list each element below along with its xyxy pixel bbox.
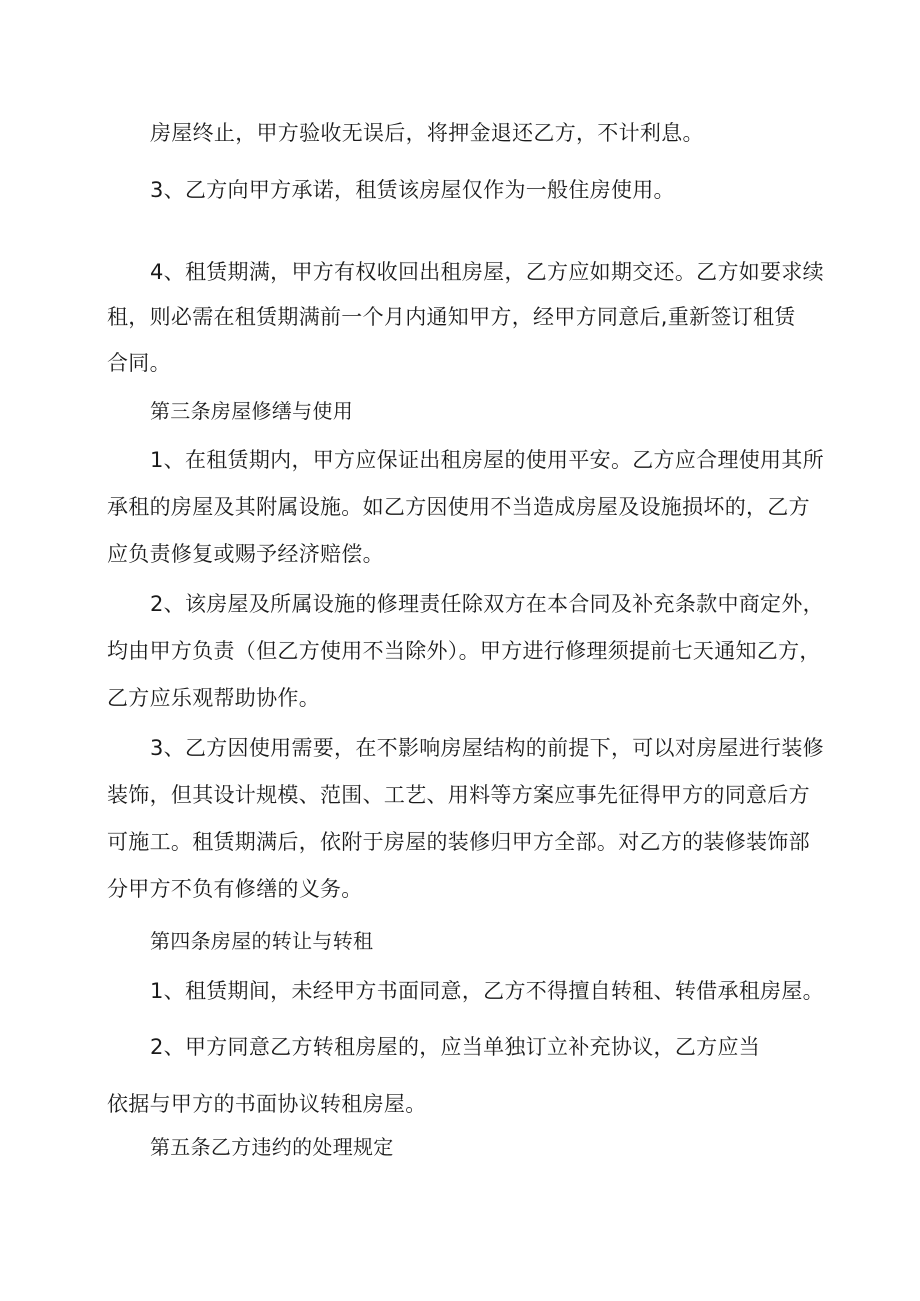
paragraph-line: 3、乙方向甲方承诺，租赁该房屋仅作为一般住房使用。 [150,178,675,202]
paragraph-line: 租，则必需在租赁期满前一个月内通知甲方，经甲方同意后,重新签订租赁 [107,305,796,329]
paragraph-line: 2、该房屋及所属设施的修理责任除双方在本合同及补充条款中商定外， [150,592,824,616]
paragraph-line: 装饰，但其设计规模、范围、工艺、用料等方案应事先征得甲方的同意后方 [107,783,810,807]
paragraph-line: 4、租赁期满，甲方有权收回出租房屋，乙方应如期交还。乙方如要求续 [150,260,824,284]
paragraph-line: 1、租赁期间，未经甲方书面同意，乙方不得擅自转租、转借承租房屋。 [150,979,824,1003]
paragraph-line: 乙方应乐观帮助协作。 [107,686,320,710]
paragraph-line: 合同。 [107,351,171,375]
section-heading: 第三条房屋修缮与使用 [150,399,353,423]
paragraph-line: 承租的房屋及其附属设施。如乙方因使用不当造成房屋及设施损坏的，乙方 [107,495,810,519]
paragraph-line: 均由甲方负责（但乙方使用不当除外）。甲方进行修理须提前七天通知乙方， [107,639,821,663]
paragraph-line: 分甲方不负有修缮的义务。 [107,877,363,901]
paragraph-line: 房屋终止，甲方验收无误后，将押金退还乙方，不计利息。 [150,121,704,145]
section-heading: 第四条房屋的转让与转租 [150,929,374,953]
paragraph-line: 应负责修复或赐予经济赔偿。 [107,542,384,566]
paragraph-line: 1、在租赁期内，甲方应保证出租房屋的使用平安。乙方应合理使用其所 [150,448,824,472]
paragraph-line: 依据与甲方的书面协议转租房屋。 [107,1092,427,1116]
paragraph-line: 3、乙方因使用需要，在不影响房屋结构的前提下，可以对房屋进行装修 [150,736,824,760]
section-heading: 第五条乙方违约的处理规定 [150,1135,394,1159]
paragraph-line: 可施工。租赁期满后，依附于房屋的装修归甲方全部。对乙方的装修装饰部 [107,830,810,854]
paragraph-line: 2、甲方同意乙方转租房屋的，应当单独订立补充协议，乙方应当 [150,1035,761,1059]
